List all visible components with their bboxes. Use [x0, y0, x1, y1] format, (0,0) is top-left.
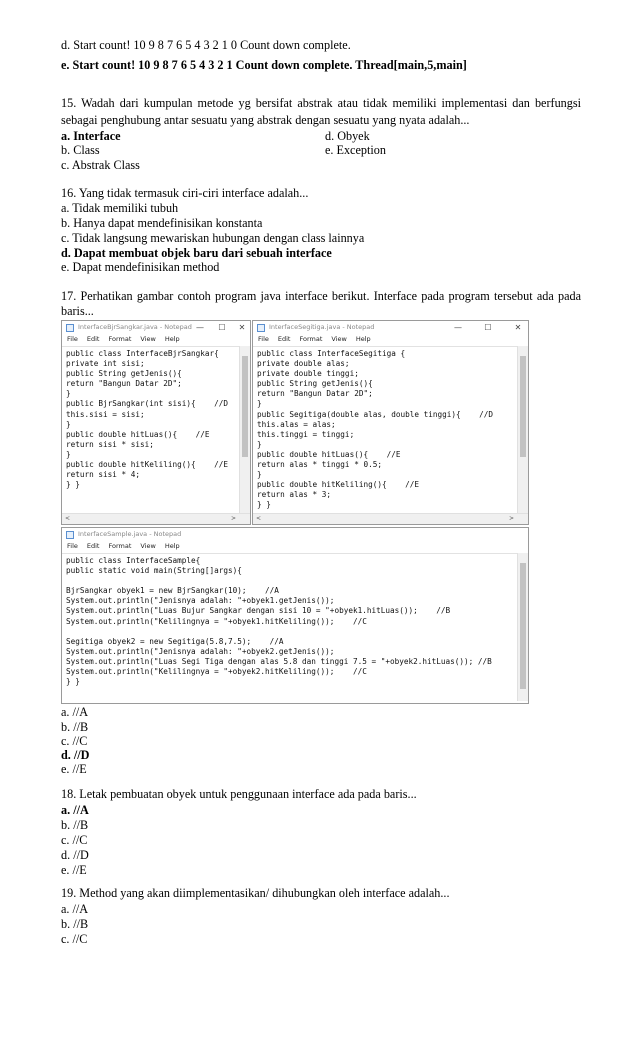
answer-e-line: e. Start count! 10 9 8 7 6 5 4 3 2 1 Count down complete. Thread[main,5,main]: [61, 58, 467, 72]
vertical-scrollbar[interactable]: [517, 553, 528, 701]
window-title: InterfaceSample.java - Notepad: [78, 530, 182, 538]
q18-option-b: b. //B: [61, 818, 89, 832]
editor-area[interactable]: [62, 553, 518, 701]
scroll-left-icon[interactable]: <: [256, 515, 262, 522]
scroll-right-icon[interactable]: >: [508, 515, 514, 522]
menu-help[interactable]: Help: [164, 542, 180, 550]
code-text: public class InterfaceSample{ public static void main(String[]args){ BjrSangkar obyek1 = new BjrSangkar(10); //A System.out.println("Jenisnya adalah: "+obyek1.getJenis()); System.out.println("Luas Bujur Sangkar dengan sisi 10 = "+obyek1.hitLuas()); //B System.out.println("Kelilingnya = "+obyek1.hitKeliling()); //C Segitiga obyek2 = new Segitiga(5.8,7.5); //A System.out.println("Jenisnya adalah: "+obyek2.getJenis()); System.out.println("Luas Segi Tiga dengan alas 5.8 dan tinggi 7.5 = "+obyek2.hitLuas()); //B System.out.println("Kelilingnya = "+obyek2.hitKeliling()); //C } }: [66, 556, 492, 687]
q15-option-c: c. Abstrak Class: [61, 158, 140, 172]
q17-option-a: a. //A: [61, 705, 89, 719]
menu-format[interactable]: Format: [108, 542, 132, 550]
menu-help[interactable]: Help: [355, 335, 371, 343]
menu-file[interactable]: File: [67, 542, 78, 550]
q16-option-a: a. Tidak memiliki tubuh: [61, 201, 179, 215]
menu-file[interactable]: File: [258, 335, 269, 343]
q18-option-c: c. //C: [61, 833, 88, 847]
maximize-button[interactable]: ☐: [218, 323, 226, 332]
q17-option-e: e. //E: [61, 762, 87, 776]
notepad-window-sample: [61, 527, 529, 704]
q15-option-e: e. Exception: [325, 143, 386, 157]
menu-view[interactable]: View: [140, 335, 156, 343]
menu-view[interactable]: View: [331, 335, 347, 343]
menu-edit[interactable]: Edit: [86, 542, 100, 550]
horizontal-scrollbar[interactable]: [62, 513, 250, 524]
q17-option-c: c. //C: [61, 734, 88, 748]
notepad-icon: [66, 324, 74, 332]
menu-help[interactable]: Help: [164, 335, 180, 343]
window-title: InterfaceBjrSangkar.java - Notepad: [78, 323, 192, 331]
vertical-scrollbar[interactable]: [239, 346, 250, 514]
q16-option-c: c. Tidak langsung mewariskan hubungan dengan class lainnya: [61, 231, 365, 245]
q16-option-d: d. Dapat membuat objek baru dari sebuah interface: [61, 246, 332, 260]
notepad-icon: [257, 324, 265, 332]
q19-option-a: a. //A: [61, 902, 89, 916]
q18-option-d: d. //D: [61, 848, 89, 862]
title-bar: [253, 321, 528, 335]
title-bar: [62, 528, 528, 542]
editor-area[interactable]: [253, 346, 518, 514]
q16-option-e: e. Dapat mendefinisikan method: [61, 260, 220, 274]
notepad-window-bjrsangkar: [61, 320, 251, 525]
code-text: public class InterfaceBjrSangkar{ private int sisi; public String getJenis(){ return "Bangun Datar 2D"; } public BjrSangkar(int sisi){ //D this.sisi = sisi; } public double hitLuas(){ //E return sisi * sisi; } public double hitKeliling(){ //E return sisi * 4; } }: [66, 349, 228, 490]
q15-option-a: a. Interface: [61, 129, 121, 143]
q19-option-c: c. //C: [61, 932, 88, 946]
question-19: 19. Method yang akan diimplementasikan/ dihubungkan oleh interface adalah...: [61, 886, 450, 900]
minimize-button[interactable]: —: [454, 323, 462, 332]
scroll-right-icon[interactable]: >: [230, 515, 236, 522]
menu-format[interactable]: Format: [108, 335, 132, 343]
close-button[interactable]: ✕: [238, 323, 246, 332]
question-16: 16. Yang tidak termasuk ciri-ciri interface adalah...: [61, 186, 309, 200]
code-text: public class InterfaceSegitiga { private double alas; private double tinggi; public String getJenis(){ return "Bangun Datar 2D"; } public Segitiga(double alas, double tinggi){ //D this.alas = alas; this.tinggi = tinggi; } public double hitLuas(){ //E return alas * tinggi * 0.5; } public double hitKeliling(){ //E return alas * 3; } }: [257, 349, 494, 510]
q16-option-b: b. Hanya dapat mendefinisikan konstanta: [61, 216, 263, 230]
q17-option-d: d. //D: [61, 748, 90, 762]
q17-option-b: b. //B: [61, 720, 89, 734]
q18-option-e: e. //E: [61, 863, 87, 877]
question-18: 18. Letak pembuatan obyek untuk penggunaan interface ada pada baris...: [61, 787, 417, 801]
menu-bar: [62, 542, 528, 553]
editor-area[interactable]: [62, 346, 240, 514]
notepad-window-segitiga: [252, 320, 529, 525]
q19-option-b: b. //B: [61, 917, 89, 931]
question-15: 15. Wadah dari kumpulan metode yg bersifat abstrak atau tidak memiliki implementasi dan berfungsi sebagai penghubung antar sesuatu yang abstrak dengan sesuatu yang nyata adalah...: [61, 96, 581, 127]
q15-option-d: d. Obyek: [325, 129, 370, 143]
maximize-button[interactable]: ☐: [484, 323, 492, 332]
scroll-left-icon[interactable]: <: [65, 515, 71, 522]
minimize-button[interactable]: —: [196, 323, 204, 332]
title-bar: [62, 321, 250, 335]
window-title: InterfaceSegitiga.java - Notepad: [269, 323, 375, 331]
notepad-icon: [66, 531, 74, 539]
menu-edit[interactable]: Edit: [86, 335, 100, 343]
horizontal-scrollbar[interactable]: [253, 513, 528, 524]
close-button[interactable]: ✕: [514, 323, 522, 332]
menu-edit[interactable]: Edit: [277, 335, 291, 343]
q15-option-b: b. Class: [61, 143, 100, 157]
vertical-scrollbar[interactable]: [517, 346, 528, 514]
menu-view[interactable]: View: [140, 542, 156, 550]
question-17: 17. Perhatikan gambar contoh program java interface berikut. Interface pada program tersebut ada pada baris...: [61, 289, 581, 318]
answer-d-line: d. Start count! 10 9 8 7 6 5 4 3 2 1 0 Count down complete.: [61, 38, 351, 52]
q18-option-a: a. //A: [61, 803, 89, 817]
menu-bar: [253, 335, 528, 346]
menu-format[interactable]: Format: [299, 335, 323, 343]
menu-bar: [62, 335, 250, 346]
menu-file[interactable]: File: [67, 335, 78, 343]
